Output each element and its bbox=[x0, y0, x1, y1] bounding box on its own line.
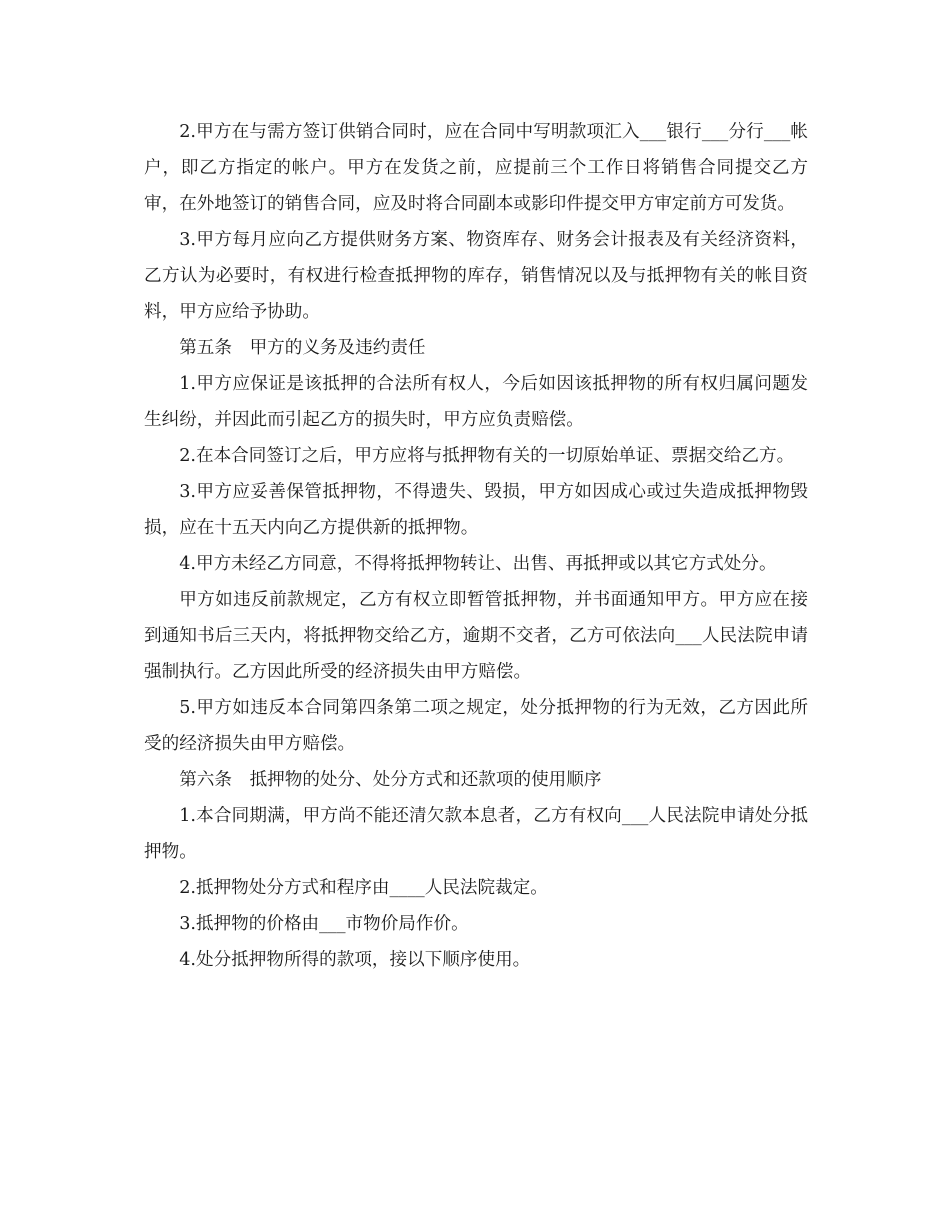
paragraph-clause-4-3: 3.甲方每月应向乙方提供财务方案、物资库存、财务会计报表及有关经济资料，乙方认为必要时，有权进行检查抵押物的库存，销售情况以及与抵押物有关的帐目资料，甲方应给予协助。 bbox=[144, 230, 808, 322]
paragraph-clause-5-5: 5.甲方如违反本合同第四条第二项之规定，处分抵押物的行为无效，乙方因此所受的经济损失由甲方赔偿。 bbox=[144, 698, 808, 754]
article-5-heading: 第五条 甲方的义务及违约责任 bbox=[179, 338, 426, 358]
paragraph-clause-5-3: 3.甲方应妥善保管抵押物，不得遗失、毁损，甲方如因成心或过失造成抵押物毁损，应在十五天内向乙方提供新的抵押物。 bbox=[144, 482, 808, 538]
paragraph-clause-6-3: 3.抵押物的价格由___市物价局作价。 bbox=[179, 914, 469, 934]
paragraph-clause-5-4: 4.甲方未经乙方同意，不得将抵押物转让、出售、再抵押或以其它方式处分。 bbox=[179, 554, 777, 574]
article-6-heading: 第六条 抵押物的处分、处分方式和还款项的使用顺序 bbox=[179, 770, 602, 790]
paragraph-clause-5-4-supplement: 甲方如违反前款规定，乙方有权立即暂管抵押物，并书面通知甲方。甲方应在接到通知书后三天内，将抵押物交给乙方，逾期不交者，乙方可依法向___人民法院申请强制执行。乙方因此所受的经济损失由甲方赔偿。 bbox=[144, 590, 808, 682]
paragraph-clause-6-1: 1.本合同期满，甲方尚不能还清欠款本息者，乙方有权向___人民法院申请处分抵押物。 bbox=[144, 806, 808, 862]
paragraph-clause-6-2: 2.抵押物处分方式和程序由____人民法院裁定。 bbox=[179, 878, 548, 898]
paragraph-clause-4-2: 2.甲方在与需方签订供销合同时，应在合同中写明款项汇入___银行___分行___帐户，即乙方指定的帐户。甲方在发货之前，应提前三个工作日将销售合同提交乙方审，在外地签订的销售合同，应及时将合同副本或影印件提交甲方审定前方可发货。 bbox=[144, 122, 808, 214]
paragraph-clause-5-1: 1.甲方应保证是该抵押的合法所有权人，今后如因该抵押物的所有权归属问题发生纠纷，并因此而引起乙方的损失时，甲方应负责赔偿。 bbox=[144, 374, 808, 430]
document-body bbox=[144, 114, 808, 978]
paragraph-clause-5-2: 2.在本合同签订之后，甲方应将与抵押物有关的一切原始单证、票据交给乙方。 bbox=[179, 446, 795, 466]
paragraph-clause-6-4: 4.处分抵押物所得的款项，接以下顺序使用。 bbox=[179, 950, 531, 970]
